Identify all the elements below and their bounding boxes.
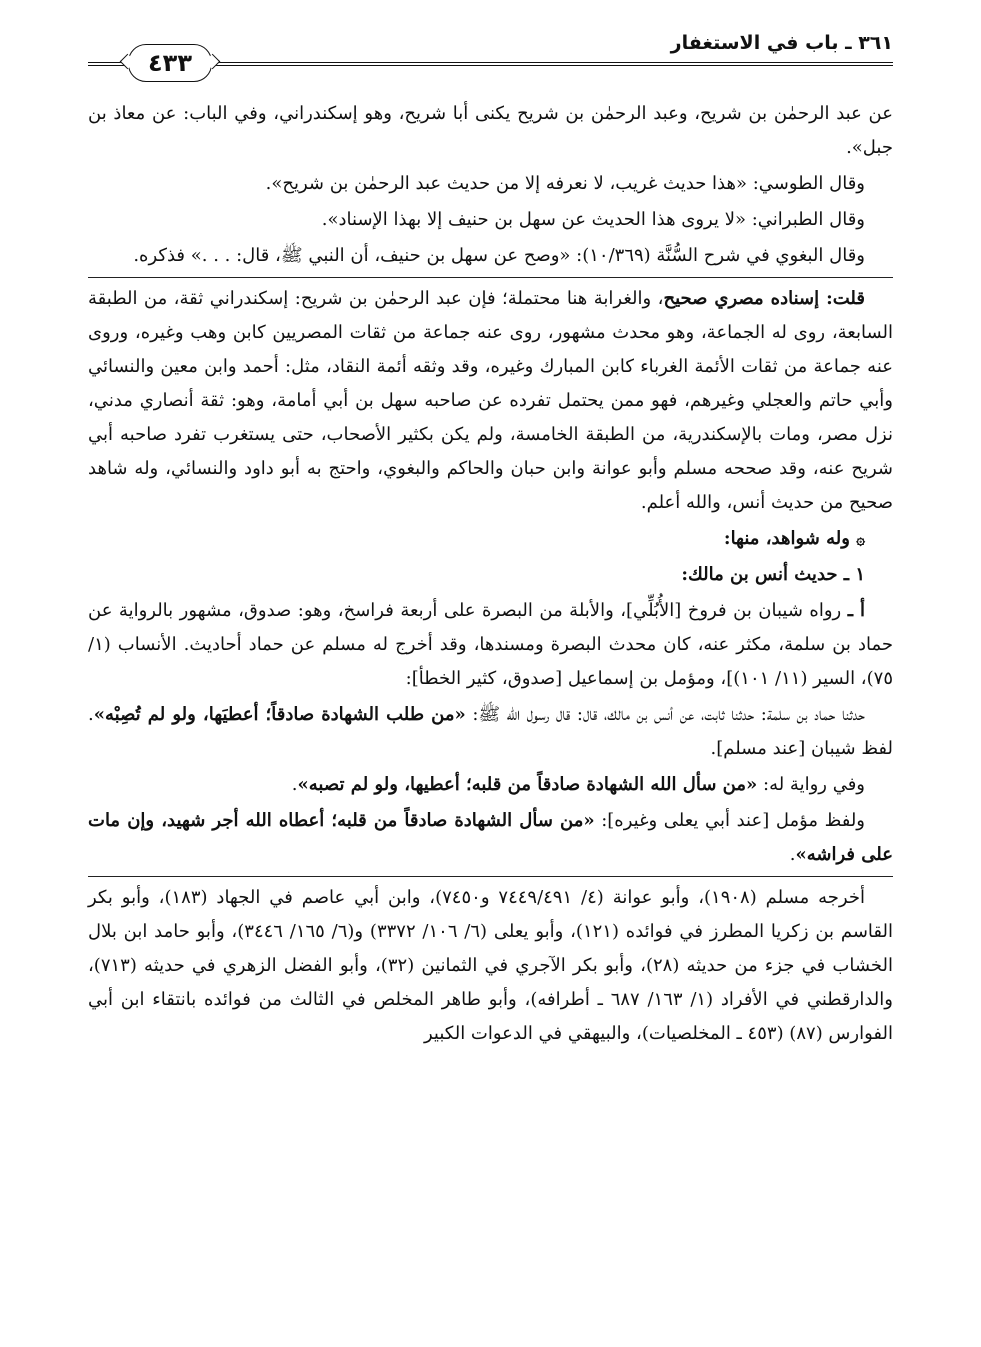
paragraph: أخرجه مسلم (١٩٠٨)، وأبو عوانة (٤/ ٧٤٤٩/٤٩١ و٧٤٥٠)، وابن أبي عاصم في الجهاد (١٨٣)، وأبو بكر القاسم بن زكريا المطرز في فوائده (١٢١)، وأبو يعلى (٦/ ١٠٦/ ٣٣٧٢) و(٦/ ١٦٥/ ٣٤٤٦)، وأبو حامد ابن بلال الخشاب في جزء من حديثه (٢٨)، وأبو بكر الآجري في الثمانين (٣٢)، وأبو الفضل الزهري في حديثه (٧١٣)، والدارقطني في الأفراد (١/ ١٦٣/ ٦٨٧ ـ أطرافه)، وأبو طاهر المخلص في الثالث من فوائده بانتقاء ابن أبي الفوارس (٨٧) (٤٥٣ ـ المخلصيات)، والبيهقي في الدعوات الكبير	[88, 887, 893, 1044]
header-rule-left	[88, 62, 124, 66]
heading-text: وله شواهد، منها:	[723, 528, 850, 549]
page-number: ٤٣٣	[128, 44, 212, 82]
paragraph	[88, 282, 893, 520]
paragraph-text: ، والغرابة هنا محتملة؛ فإن عبد الرحمٰن بن شريح: إسكندراني ثقة، من الطبقة السابعة، روى له الجماعة، وهو محدث مشهور، روى عنه جماعة من ثقات المصريين كابن وهب وغيره، وروى عنه جماعة من ثقات الأئمة الغرباء كابن المبارك وغيره، وقد وثقه أئمة النقاد، مثل: أحمد وابن معين والنسائي وأبي حاتم والعجلي وغيرهم، فهو ممن يحتمل تفرده عن صاحبه سهل بن أبي أمامة، وهو: ثقة أنصاري مدني، نزل مصر، ومات بالإسكندرية، من الطبقة الخامسة، ولم يكن بكثير الأصحاب، حتى يستغرب تفرد صاحبه أبي شريح عنه، وقد صححه مسلم وأبو عوانة وابن حبان والحاكم والبغوي، واحتج به أبو داود والنسائي، وله شاهد صحيح من حديث أنس، والله أعلم.	[88, 288, 893, 513]
paragraph-text: ولفظ مؤمل [عند أبي يعلى وغيره]:	[594, 810, 865, 831]
chapter-title: ٣٦١ ـ باب في الاستغفار	[670, 32, 893, 54]
ornament-icon: ۞	[856, 530, 865, 548]
paragraph-lead: قلت:	[819, 288, 865, 309]
paragraph-text: .	[291, 774, 298, 795]
section-divider	[88, 876, 893, 877]
section-divider	[88, 277, 893, 278]
page-body	[88, 97, 893, 1053]
hadith-text: «من سأل الله الشهادة صادقاً من قلبه؛ أعطيها، ولو لم تصبه»	[297, 774, 758, 795]
paragraph	[88, 594, 893, 696]
paragraph: وقال الطبراني: «لا يروى هذا الحديث عن سهل بن حنيف إلا بهذا الإسناد».	[321, 209, 865, 230]
paragraph: وقال البغوي في شرح السُّنَّة (١٠/٣٦٩): «وصح عن سهل بن حنيف، أن النبي ﷺ، قال: . . .» فذكره.	[133, 245, 865, 266]
paragraph: وقال الطوسي: «هذا حديث غريب، لا نعرفه إلا من حديث عبد الرحمٰن بن شريح».	[265, 173, 865, 194]
subsection-heading: ١ ـ حديث أنس بن مالك:	[681, 564, 865, 585]
paragraph-lead: أ ـ	[847, 600, 865, 621]
paragraph-text: وفي رواية له:	[757, 774, 865, 795]
paragraph-bold: إسناده مصري صحيح	[663, 288, 820, 309]
paragraph-text: . لفظ شيبان [عند مسلم].	[88, 704, 893, 759]
paragraph: عن عبد الرحمٰن بن شريح، وعبد الرحمٰن بن شريح يكنى أبا شريح، وهو إسكندراني، وفي الباب: عن معاذ بن جبل».	[88, 103, 893, 158]
section-heading	[88, 522, 893, 556]
paragraph-text: .	[789, 844, 796, 865]
header-rule	[212, 62, 893, 66]
hadith-text: «من طلب الشهادة صادقاً؛ أعطيَها، ولو لم تُصِبْه»	[93, 704, 466, 725]
paragraph-text: رواه شيبان بن فروخ [الأُبُلِّي]، والأبلة من البصرة على أربعة فراسخ، وهو: صدوق، مشهور بالرواية عن حماد بن سلمة، مكثر عنه، كان محدث البصرة ومسندها، وقد أخرج له مسلم عن حماد أحاديث. الأنساب (١/ ٧٥)، السير (١١/ ١٠١)]، ومؤمل بن إسماعيل [صدوق، كثير الخطأ]:	[88, 600, 893, 689]
page-header	[88, 30, 893, 80]
paragraph	[88, 804, 893, 872]
paragraph-text: حدثنا حماد بن سلمة: حدثنا ثابت، عن أنس بن مالك، قال: قال رسول الله ﷺ:	[472, 704, 865, 725]
paragraph	[88, 698, 893, 766]
hadith-text: «من سأل الشهادة صادقاً من قلبه؛ أعطاه الله أجر شهيد، وإن مات على فراشه»	[88, 810, 893, 865]
paragraph	[88, 768, 893, 802]
